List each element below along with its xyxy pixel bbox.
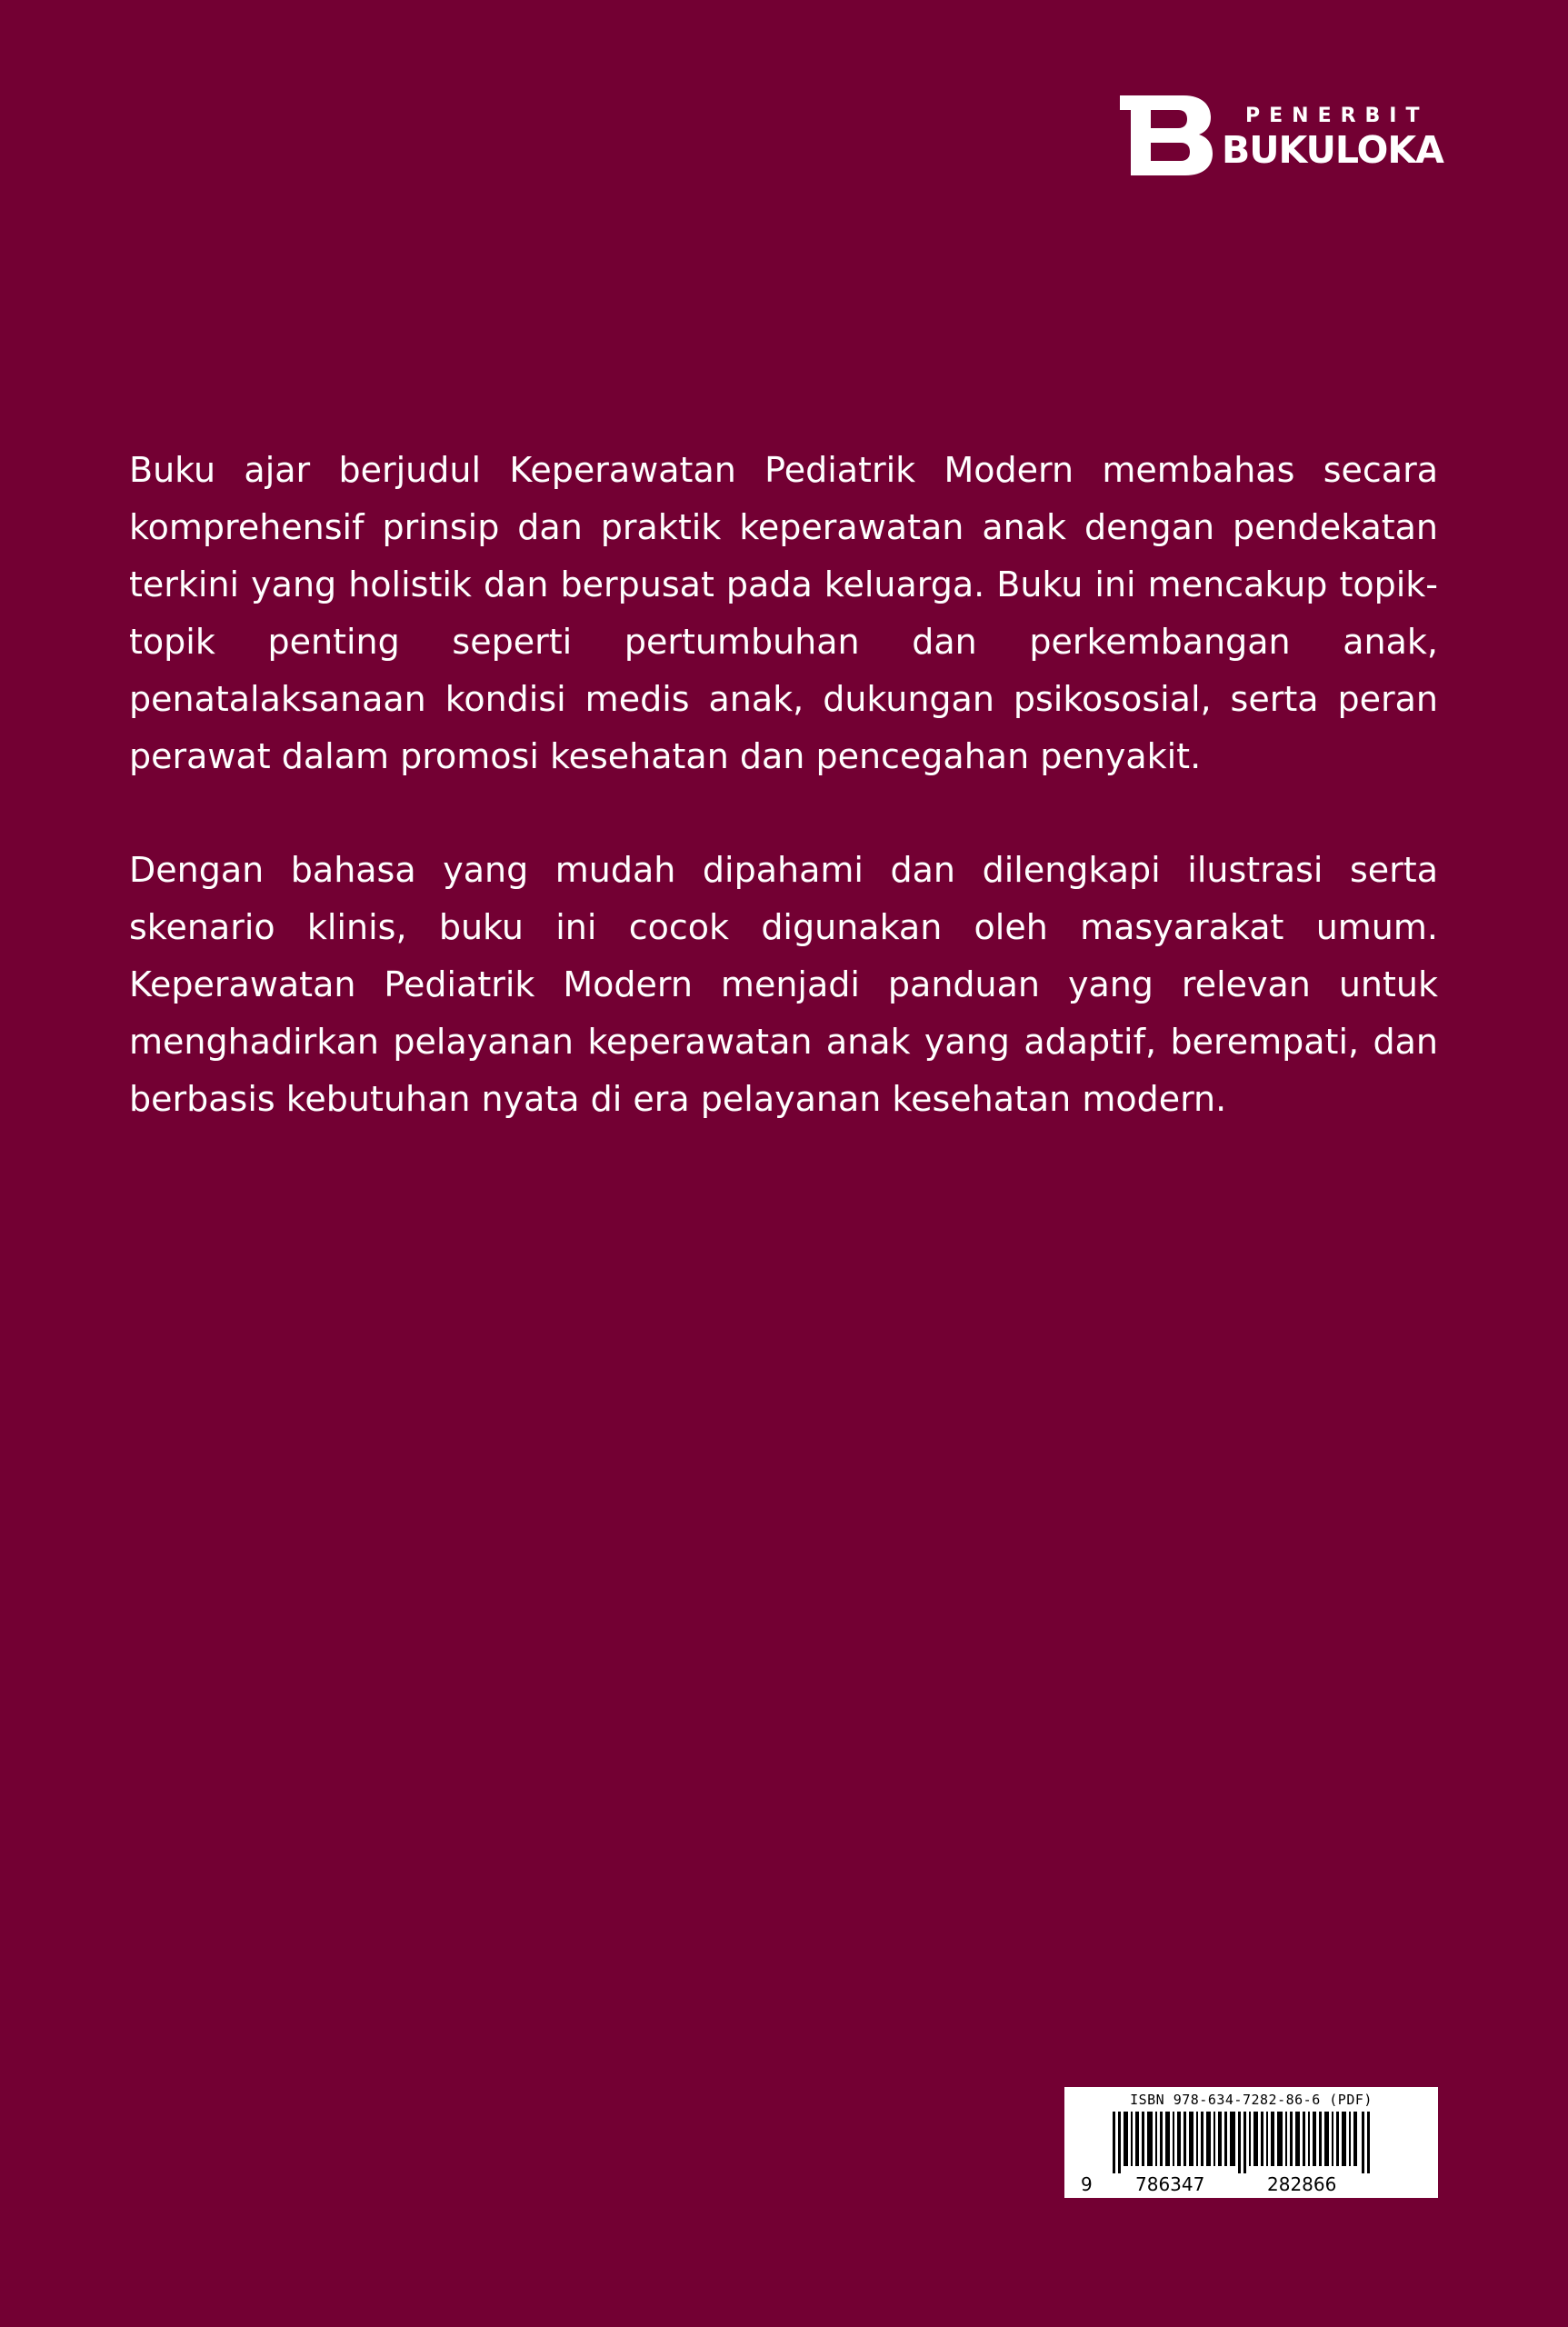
blurb-paragraph-2: Dengan bahasa yang mudah dipahami dan dilengkapi ilustrasi serta skenario klinis, buku ini cocok digunakan oleh masyarakat umum. Keperawatan Pediatrik Modern menjadi panduan yang relevan untuk menghadirkan pelayanan keperawatan anak yang adaptif, berempati, dan berbasis kebutuhan nyata di era pelayanan kesehatan modern. <box>129 850 1438 1119</box>
barcode-bars-icon <box>1113 2112 1385 2173</box>
publisher-label-small: PENERBIT <box>1245 105 1429 127</box>
isbn-barcode <box>1064 2087 1438 2198</box>
barcode-digit-first: 9 <box>1081 2173 1093 2195</box>
barcode-digits-right: 282866 <box>1267 2173 1337 2195</box>
blurb <box>129 442 1438 1128</box>
publisher-b-mark-icon <box>1120 95 1213 175</box>
isbn-label: ISBN 978-634-7282-86-6 (PDF) <box>1130 2092 1373 2108</box>
publisher-name: BUKULOKA <box>1222 128 1443 172</box>
barcode-digits-left: 786347 <box>1135 2173 1205 2195</box>
publisher-logo <box>1120 95 1443 177</box>
blurb-paragraph-1: Buku ajar berjudul Keperawatan Pediatrik Modern membahas secara komprehensif prinsip dan praktik keperawatan anak dengan pendekatan terkini yang holistik dan berpusat pada keluarga. Buku ini mencakup topik-topik penting seperti pertumbuhan dan perkembangan anak, penatalaksanaan kondisi medis anak, dukungan psikososial, serta peran perawat dalam promosi kesehatan dan pencegahan penyakit. <box>129 450 1438 776</box>
